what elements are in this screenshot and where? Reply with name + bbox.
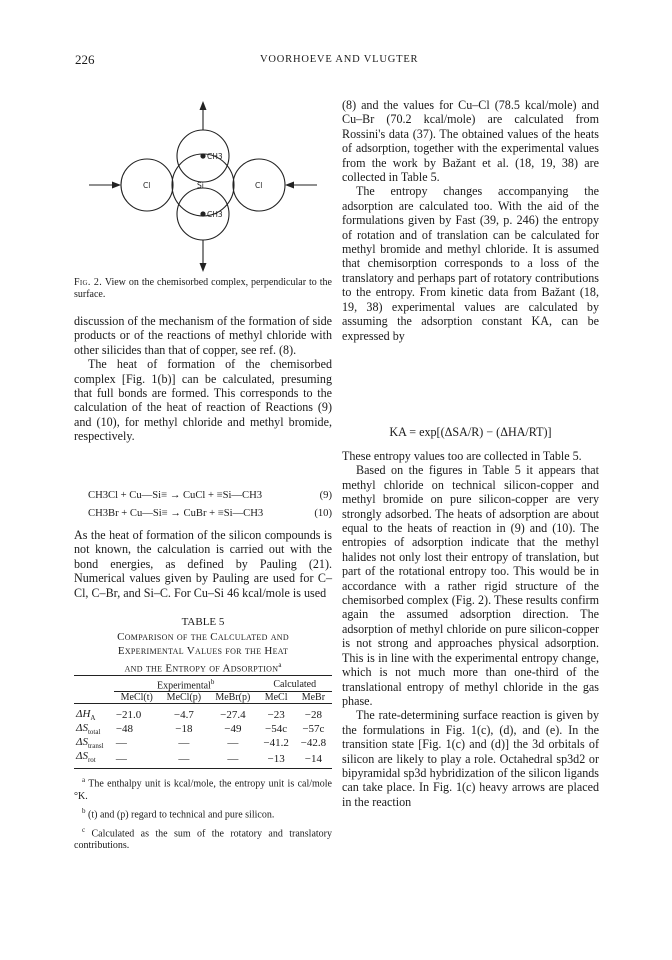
table-column-header: MeCl [264,692,288,704]
paragraph: As the heat of formation of the silicon compounds is not known, the calculation is carried out with the bond energies, as defined by Pauling (21). Numerical values given by Pauling are used for C–Cl, C–Br, and Si–C. For Cu–Si 46 kcal/mole is used [74,528,332,600]
table-cell: — [227,737,239,750]
table-cell: −28 [304,708,322,721]
bottom-arrow-head [200,263,207,272]
table-cell: −27.4 [220,708,246,721]
top-methyl-label: CH3 [207,152,223,161]
paragraph: discussion of the mechanism of the formation of side products or of the reactions of methyl chloride with other silicides than that of copper, see ref. (8). [74,314,332,357]
top-arrow-head [200,101,207,110]
row-label: $\Delta S_{total}$ [76,722,101,737]
table-cell: −18 [175,723,193,736]
table-row [74,736,332,750]
table-cell: — [227,752,239,765]
adsorption-equation: KA = exp[(ΔSA/R) − (ΔHA/RT)] [389,425,552,439]
table-cell: — [115,752,127,765]
table-column-header: MeCl(p) [166,692,202,704]
table-group-calculated: Calculated [257,676,332,692]
table-cell: — [178,752,190,765]
table-cell: −49 [224,723,242,736]
left-chlorine-label: Cl [143,181,151,190]
right-column-lower [342,449,599,809]
paragraph: Based on the figures in Table 5 it appears that methyl chloride on technical silicon-copper and methyl bromide on pure silicon-copper are very strongly adsorbed. The heats of adsorption are about equal to the heats of reaction in (9) and (10). The entropies of adsorption indicate that the methyl halides not only lost their entropy of translation, but part of the rotational entropy too. This would be in accordance with a rather rigid structure of the chemisorbed complex (Fig. 2). These results confirm again the assumed adsorption direction. The adsorption of methyl chloride on pure silicon-copper is not strong and approaches physical adsorption. This is in line with the experimental entropy change, which is not much more than one-third of the translational entropy of methyl chloride in the gas phase. [342,463,599,708]
left-column-lower [74,528,332,600]
table-footnote: $^c$ Calculated as the sum of the rotatory and translatory contributions. [74,825,332,852]
bottom-carbon-dot [200,211,205,216]
running-title: VOORHOEVE AND VLUGTER [260,54,419,65]
figure-caption-text: View on the chemisorbed complex, perpendicular to the surface. [74,277,332,300]
table-title-line: Comparison of the Calculated and [117,631,289,643]
figure-2-diagram [74,98,332,273]
table-cell: −54c [265,723,288,736]
reaction-equation: CH3Cl + Cu—Si≡ → CuCl + ≡Si—CH3 [88,490,263,501]
row-label: $\Delta S_{transl}$ [76,736,104,751]
reaction-equation: CH3Br + Cu—Si≡ → CuBr + ≡Si—CH3 [88,508,264,519]
table-cell: −57c [302,723,325,736]
table-cell: −48 [115,723,134,736]
table-5 [74,675,332,769]
row-label: $\Delta S_{rot}$ [76,750,96,765]
table-cell: −13 [267,752,285,765]
table-column-header: MeBr [301,692,326,704]
table-cell: −14 [304,752,322,765]
paragraph: The entropy changes accompanying the adsorption are calculated too. With the aid of the formulations given by Fast (39, p. 246) the entropy of rotation and of translation can be calculated for methyl bromide and methyl chloride. It is assumed that chemisorption corresponds to a loss of the translatory and perhaps part of rotatory contributions to the entropy. From kinetic data from Bažant (18, 19, 38) experimental values are calculated by assuming the adsorption constant KA, can be expressed by [342,184,599,343]
table-label: TABLE 5 [181,616,225,628]
figure-caption-label: Fig. 2. [74,277,103,288]
table-column-header: MeBr(p) [215,692,251,704]
top-carbon-dot [200,153,205,158]
reaction-number: (9) [319,490,332,501]
table-title-line-3: and the Entropy of Adsorption$^a$ [124,661,282,675]
table-cell: −42.8 [300,737,327,750]
table-cell: −21.0 [115,708,142,721]
reaction-number: (10) [314,508,332,519]
center-silicon-label: Si [197,181,204,190]
table-row [74,750,332,768]
table-cell: — [178,737,190,750]
table-cell: −4.7 [173,708,194,721]
table-footnote: $^a$ The enthalpy unit is kcal/mole, the entropy unit is cal/mole °K. [74,776,332,802]
table-cell: −41.2 [263,737,289,750]
paragraph: (8) and the values for Cu–Cl (78.5 kcal/mole) and Cu–Br (70.2 kcal/mole) are calculated from Rossini's data (37). The obtained values of the heats of adsorption, together with the experimental values from the work by Bažant et al. (18, 19, 38) are collected in Table 5. [342,98,599,185]
table-column-header: MeCl(t) [120,692,153,704]
table-cell: −23 [267,708,285,721]
table-footnote: $^b$ (t) and (p) regard to technical and pure silicon. [82,806,275,821]
table-cell: — [115,737,127,750]
right-column-upper [342,98,599,343]
table-group-experimental: Experimental$^b$ [114,676,258,692]
right-arrow-head [285,182,294,189]
right-chlorine-label: Cl [255,181,263,190]
paragraph: The heat of formation of the chemisorbed complex [Fig. 1(b)] can be calculated, presuming that full bonds are formed. This corresponds to the calculation of the heat of reaction of Reactions (9) and (10), for methyl chloride and methyl bromide, respectively. [74,357,332,444]
left-column-upper [74,314,332,444]
table-row [74,722,332,736]
row-label: $\Delta H_A$ [76,707,96,723]
paragraph: The rate-determining surface reaction is given by the formulations in Fig. 1(c), (d), and (e). In the transition state [Fig. 1(c) and (d)] the 3d orbitals of silicon are likely to play a role. Octahedral sp3d2 or bipyramidal sp3d hybridization of the silicon ligands can take place. In Fig. 1(c) heavy arrows are placed in the reaction [342,708,599,809]
paragraph: These entropy values too are collected in Table 5. [342,449,582,463]
table-footnotes [74,774,332,852]
figure-caption [74,277,332,301]
page-number: 226 [75,52,95,67]
table-row [74,708,332,722]
bottom-methyl-label: CH3 [207,210,223,219]
left-arrow-head [112,182,121,189]
table-title-line: Experimental Values for the Heat [117,645,289,657]
